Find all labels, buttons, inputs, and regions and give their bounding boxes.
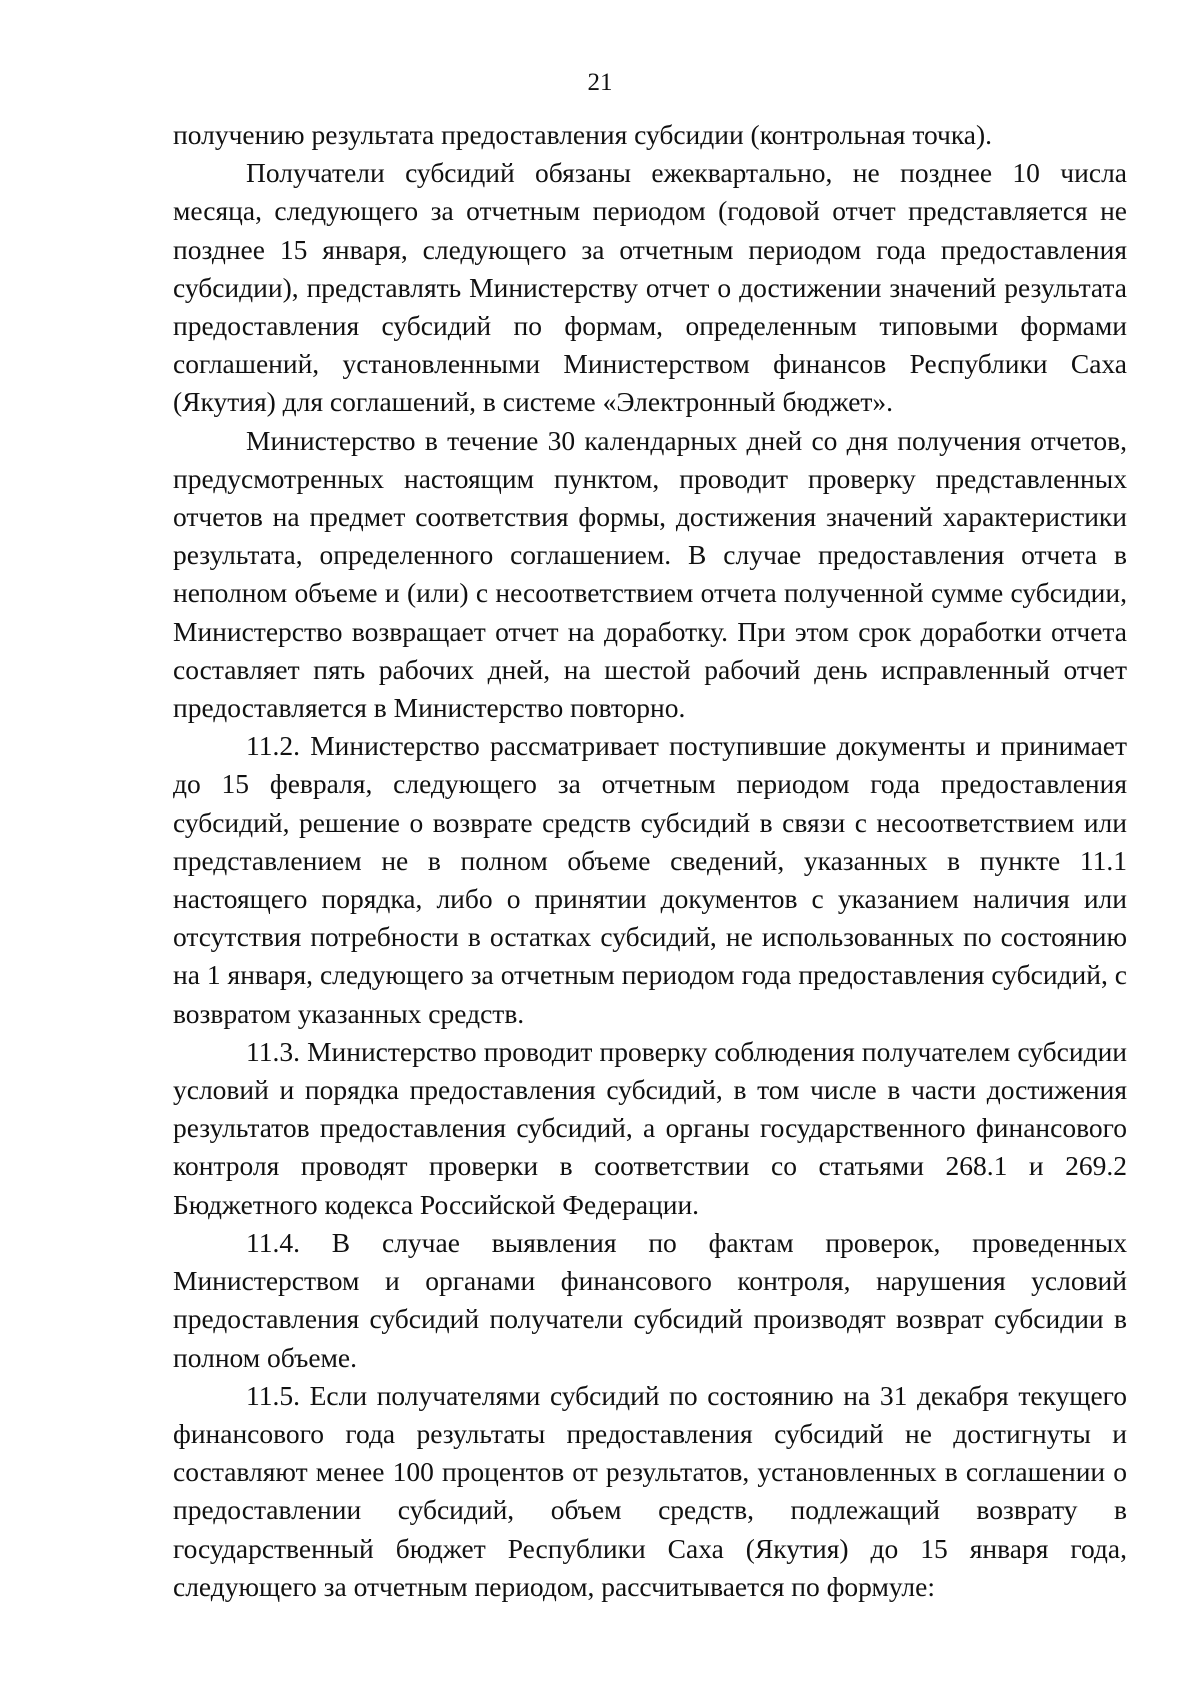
page-number: 21 [587,69,613,96]
paragraph-11-3: 11.3. Министерство проводит проверку соблюдения получателем субсидии условий и порядка предоставления субсидий, в том числе в части достижения результатов предоставления субсидий, а органы государственного финансового контроля проводят проверки в соответствии со статьями 268.1 и 269.2 Бюджетного кодекса Российской Федерации. [173,1035,1127,1220]
paragraph-11-5: 11.5. Если получателями субсидий по состоянию на 31 декабря текущего финансового года результаты предоставления субсидий не достигнуты и составляют менее 100 процентов от результатов, установленных в соглашении о предоставлении субсидий, объем средств, подлежащий возврату в государственный бюджет Республики Саха (Якутия) до 15 января года, следующего за отчетным периодом, рассчитывается по формуле: [173,1379,1127,1602]
paragraph-11-4: 11.4. В случае выявления по фактам проверок, проведенных Министерством и органами финансового контроля, нарушения условий предоставления субсидий получатели субсидий производят возврат субсидии в полном объеме. [173,1226,1127,1373]
document-body [173,116,1127,1606]
paragraph-report-review: Министерство в течение 30 календарных дней со дня получения отчетов, предусмотренных настоящим пунктом, проводит проверку представленных отчетов на предмет соответствия формы, достижения значений характеристики результата, определенного соглашением. В случае предоставления отчета в неполном объеме и (или) с несоответствием отчета полученной сумме субсидии, Министерство возвращает отчет на доработку. При этом срок доработки отчета составляет пять рабочих дней, на шестой рабочий день исправленный отчет предоставляется в Министерство повторно. [173,424,1127,724]
paragraph-11-2: 11.2. Министерство рассматривает поступившие документы и принимает до 15 февраля, следующего за отчетным периодом года предоставления субсидий, решение о возврате средств субсидий в связи с несоответствием или представлением не в полном объеме сведений, указанных в пункте 11.1 настоящего порядка, либо о принятии документов с указанием наличия или отсутствия потребности в остатках субсидий, не использованных по состоянию на 1 января, следующего за отчетным периодом года предоставления субсидий, с возвратом указанных средств. [173,730,1127,1029]
paragraph-continuation: получению результата предоставления субсидии (контрольная точка). [173,119,993,150]
paragraph-report-obligation: Получатели субсидий обязаны ежеквартально, не позднее 10 числа месяца, следующего за отчетным периодом (годовой отчет представляется не позднее 15 января, следующего за отчетным периодом года предоставления субсидии), представлять Министерству отчет о достижении значений результата предоставления субсидий по формам, определенным типовыми формами соглашений, установленными Министерством финансов Республики Саха (Якутия) для соглашений, в системе «Электронный бюджет». [173,157,1127,418]
